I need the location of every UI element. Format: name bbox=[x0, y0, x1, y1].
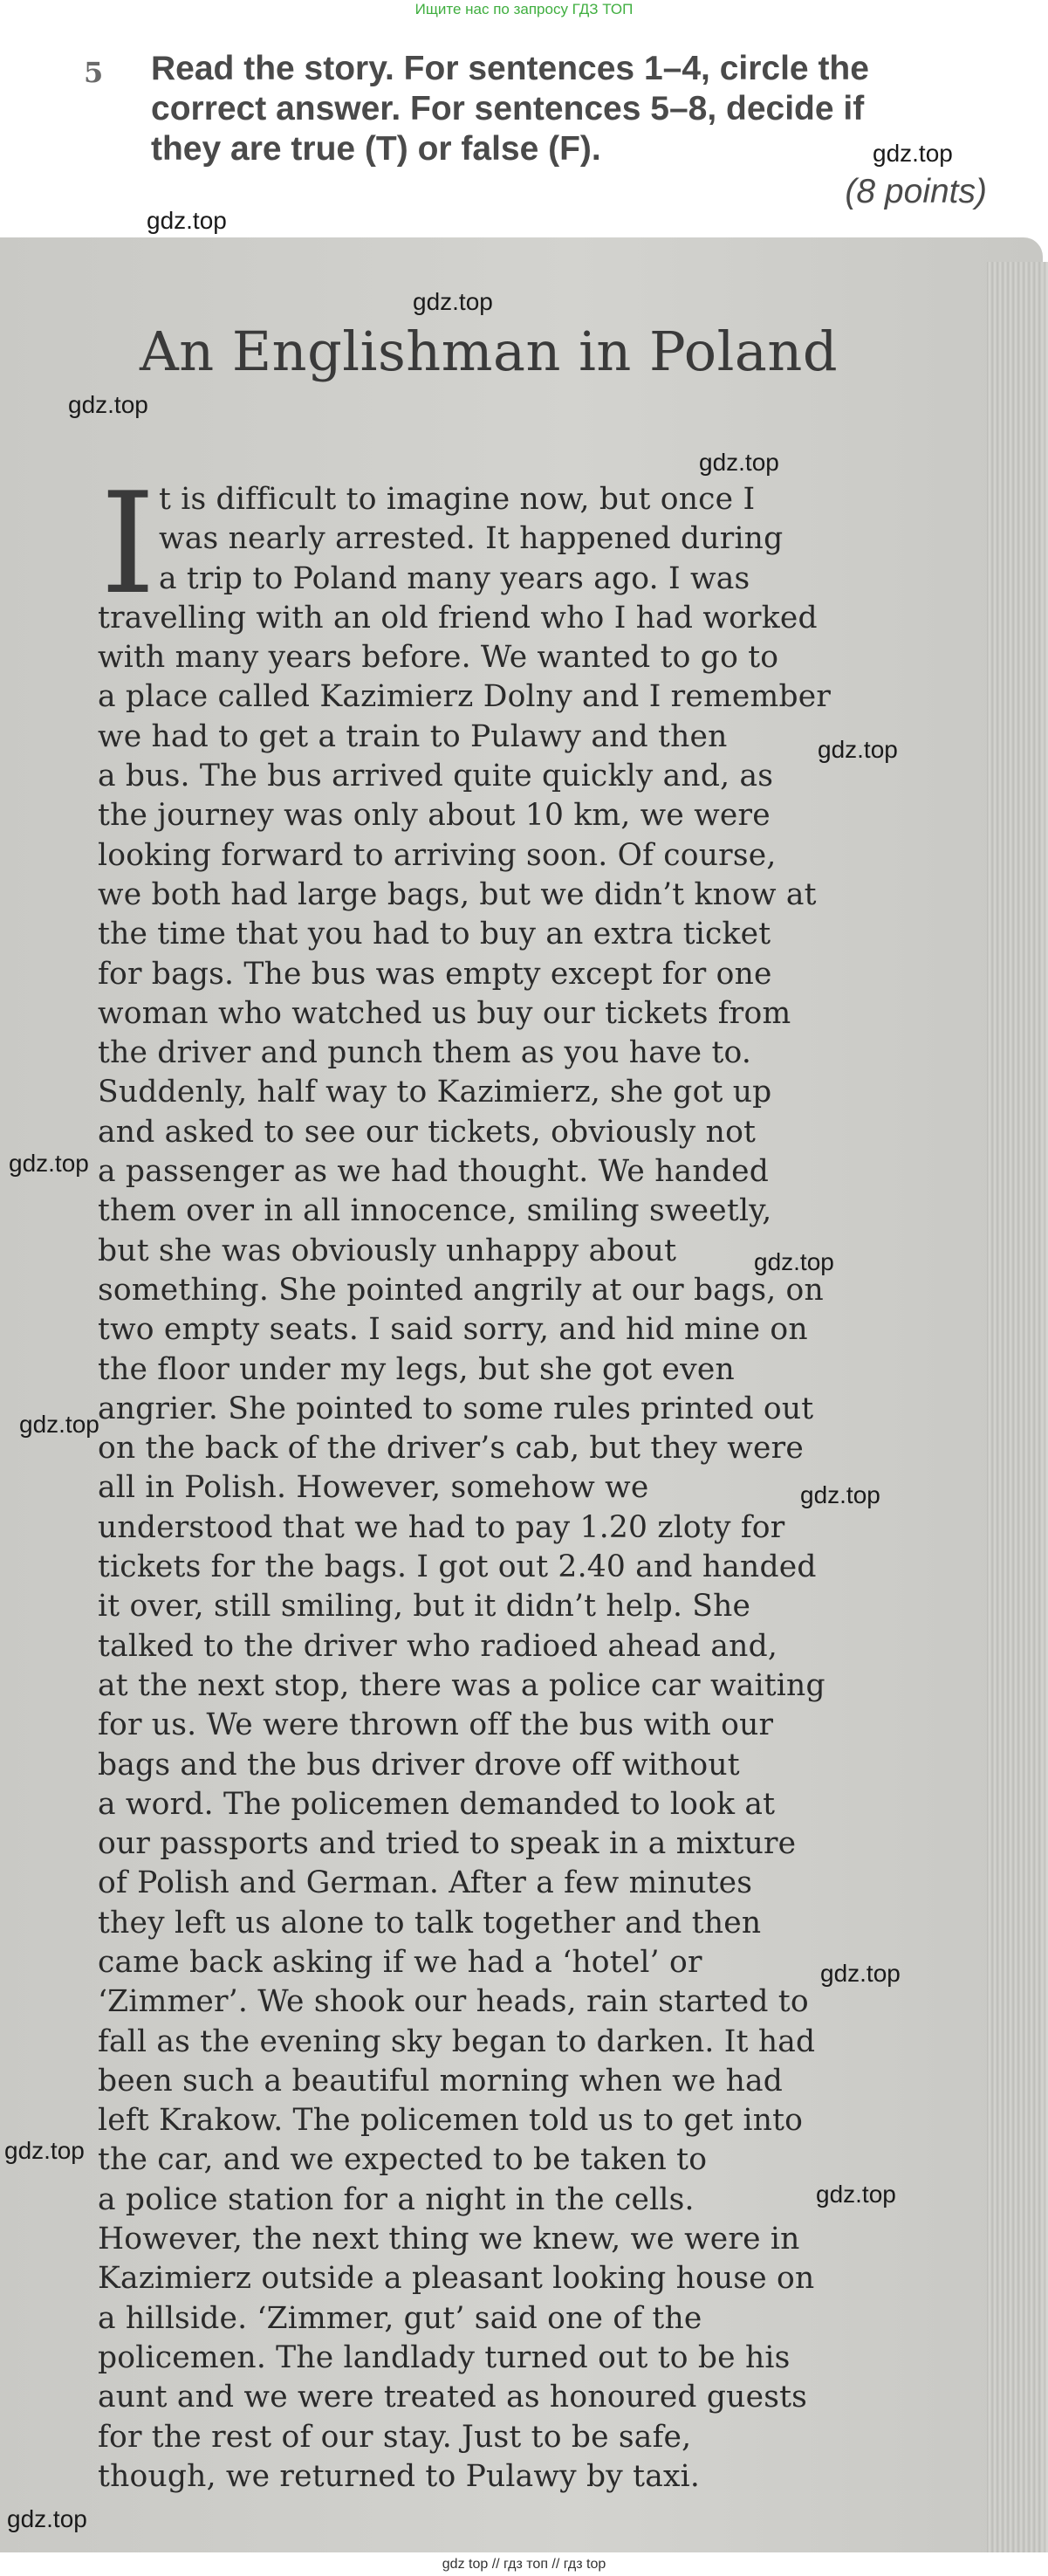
story-line: and asked to see our tickets, obviously not bbox=[98, 1114, 757, 1150]
story-line: bags and the bus driver drove off without bbox=[98, 1747, 740, 1783]
story-line: policemen. The landlady turned out to be his bbox=[98, 2339, 791, 2375]
story-line: was nearly arrested. It happened during bbox=[159, 521, 784, 557]
story-line: at the next stop, there was a police car waiting bbox=[98, 1667, 825, 1703]
watermark: gdz.top bbox=[4, 2137, 85, 2164]
story-line: the journey was only about 10 km, we were bbox=[98, 798, 771, 834]
story-line: travelling with an old friend who I had worked bbox=[98, 600, 818, 635]
task-line: correct answer. For sentences 5–8, decide if bbox=[151, 90, 865, 127]
story-line: a place called Kazimierz Dolny and I remember bbox=[98, 679, 832, 715]
story-line: ‘Zimmer’. We shook our heads, rain started to bbox=[98, 1984, 809, 2020]
story-line: a bus. The bus arrived quite quickly and, as bbox=[98, 759, 774, 794]
story-line: aunt and we were treated as honoured guests bbox=[98, 2380, 808, 2415]
story-line: we both had large bags, but we didn’t know at bbox=[98, 876, 817, 912]
watermark: gdz.top bbox=[19, 1411, 99, 1438]
story-line: the time that you had to buy an extra ticket bbox=[98, 917, 771, 952]
task-line: they are true (T) or false (F). bbox=[151, 130, 601, 168]
story-line: left Krakow. The policemen told us to get into bbox=[98, 2103, 804, 2139]
story-line: two empty seats. I said sorry, and hid mine on bbox=[98, 1312, 808, 1348]
story-line: a police station for a night in the cells. bbox=[98, 2181, 695, 2217]
story-line: a hillside. ‘Zimmer, gut’ said one of the bbox=[98, 2300, 702, 2336]
story-line: came back asking if we had a ‘hotel’ or bbox=[98, 1944, 702, 1980]
story-line: a trip to Poland many years ago. I was bbox=[159, 560, 750, 596]
watermark: gdz.top bbox=[699, 449, 779, 476]
story-line: our passports and tried to speak in a mixture bbox=[98, 1826, 797, 1862]
story-line: it over, still smiling, but it didn’t help. She bbox=[98, 1589, 751, 1625]
watermark: gdz.top bbox=[800, 1481, 880, 1508]
story-line: though, we returned to Pulawy by taxi. bbox=[98, 2458, 701, 2494]
points-label bbox=[845, 173, 987, 211]
watermark: gdz.top bbox=[7, 2505, 87, 2532]
story-line: all in Polish. However, somehow we bbox=[98, 1470, 649, 1506]
watermark: gdz.top bbox=[816, 2181, 896, 2208]
story-line: for the rest of our stay. Just to be safe, bbox=[98, 2419, 692, 2455]
watermark: gdz.top bbox=[754, 1248, 834, 1275]
story-line: talked to the driver who radioed ahead and, bbox=[98, 1628, 778, 1664]
story-line: they left us alone to talk together and then bbox=[98, 1905, 762, 1941]
story-line: something. She pointed angrily at our bags, on bbox=[98, 1272, 824, 1308]
watermark: gdz.top bbox=[413, 288, 493, 315]
task-line: Read the story. For sentences 1–4, circle the bbox=[151, 50, 869, 87]
story-line: looking forward to arriving soon. Of course, bbox=[98, 837, 777, 873]
story-line: However, the next thing we knew, we were in bbox=[98, 2222, 800, 2257]
story-line: the car, and we expected to be taken to bbox=[98, 2142, 708, 2178]
story-line: been such a beautiful morning when we had bbox=[98, 2063, 784, 2099]
story-line: them over in all innocence, smiling sweetly, bbox=[98, 1193, 772, 1229]
story-line: woman who watched us buy our tickets from bbox=[98, 995, 791, 1031]
story-title: An Englishman in Poland bbox=[140, 319, 839, 383]
page-edge bbox=[987, 262, 1048, 2566]
story-line: understood that we had to pay 1.20 zloty for bbox=[98, 1509, 785, 1545]
task-number: 5 bbox=[84, 56, 104, 89]
story-line: Suddenly, half way to Kazimierz, she got up bbox=[98, 1075, 772, 1110]
watermark: gdz.top bbox=[818, 736, 898, 763]
points-text: (8 points) bbox=[845, 173, 987, 210]
watermark: gdz.top bbox=[820, 1960, 901, 1987]
story-line: but she was obviously unhappy about bbox=[98, 1233, 677, 1268]
story-line: for bags. The bus was empty except for one bbox=[98, 956, 772, 992]
story-line: Kazimierz outside a pleasant looking house on bbox=[98, 2261, 815, 2297]
footer: gdz top // гдз топ // гдз top bbox=[0, 2552, 1048, 2576]
story-line: a passenger as we had thought. We handed bbox=[98, 1154, 769, 1190]
story-line: for us. We were thrown off the bus with our bbox=[98, 1707, 774, 1743]
story-line: angrier. She pointed to some rules printed out bbox=[98, 1391, 814, 1426]
drop-cap: I bbox=[100, 462, 156, 625]
watermark: gdz.top bbox=[147, 207, 227, 234]
story-line: fall as the evening sky began to darken. It had bbox=[98, 2023, 816, 2059]
story-line: t is difficult to imagine now, but once I bbox=[159, 482, 756, 517]
watermark: gdz.top bbox=[873, 140, 953, 167]
story-line: on the back of the driver’s cab, but they were bbox=[98, 1431, 804, 1467]
story-line: the floor under my legs, but she got even bbox=[98, 1351, 735, 1387]
story-line: the driver and punch them as you have to. bbox=[98, 1035, 752, 1071]
story-line: a word. The policemen demanded to look at bbox=[98, 1786, 776, 1822]
story-line: of Polish and German. After a few minutes bbox=[98, 1865, 753, 1901]
top-banner: Ищите нас по запросу ГДЗ ТОП bbox=[414, 1, 634, 17]
watermark: gdz.top bbox=[9, 1150, 89, 1177]
story-line: tickets for the bags. I got out 2.40 and handed bbox=[98, 1549, 817, 1585]
watermark: gdz.top bbox=[68, 391, 148, 418]
story-line: with many years before. We wanted to go to bbox=[98, 640, 779, 676]
story-line: we had to get a train to Pulawy and then bbox=[98, 718, 728, 754]
